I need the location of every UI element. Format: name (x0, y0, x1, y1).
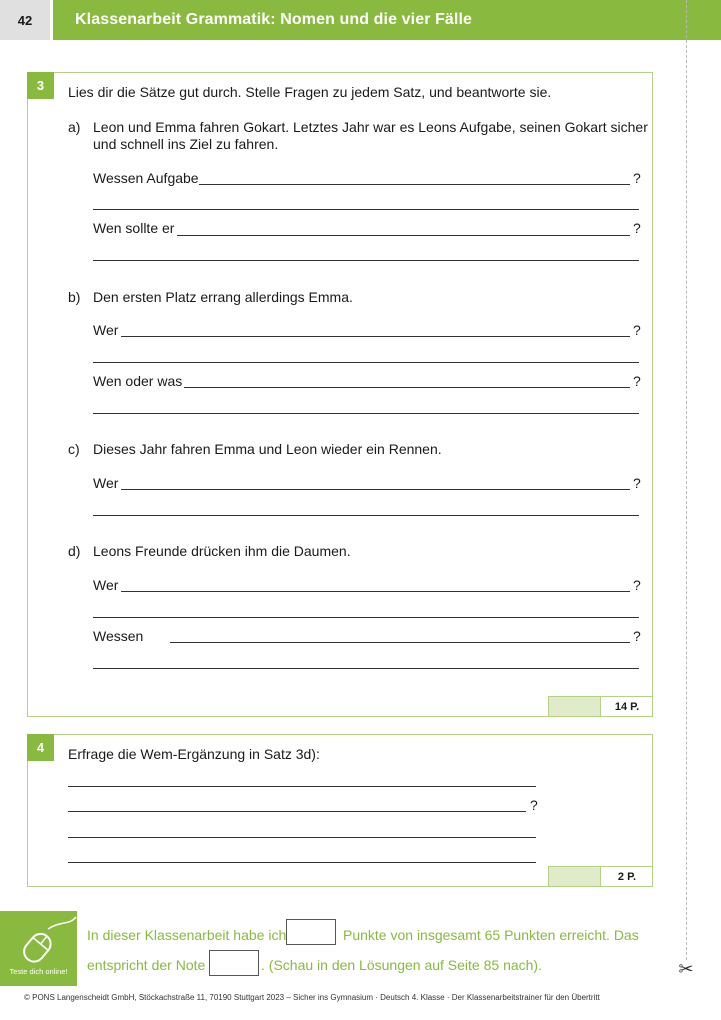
task-3a-answer-1-input[interactable] (93, 209, 639, 210)
task-3d-question-1-input[interactable] (121, 591, 630, 592)
task-3b-answer-2-input[interactable] (93, 413, 639, 414)
task-3c-question-1-input[interactable] (121, 489, 630, 490)
question-mark: ? (530, 797, 538, 813)
score-text-part2: Punkte von insgesamt 65 Punkten erreicht. Das (343, 927, 639, 943)
question-mark: ? (633, 373, 641, 389)
task-3-points-box (548, 696, 653, 716)
page-title-text: Klassenarbeit Grammatik: Nomen und die vier Fälle (75, 11, 473, 28)
task-3d-question-1-label: Wer (93, 577, 119, 593)
task-3b-question-2-label: Wen oder was (93, 373, 183, 389)
mouse-icon (0, 911, 77, 966)
task-3b-letter: b) (68, 289, 81, 305)
question-mark: ? (633, 170, 641, 186)
task-4-points-box (548, 866, 653, 886)
task-3c-answer-1-input[interactable] (93, 515, 639, 516)
task-3d-answer-1-input[interactable] (93, 617, 639, 618)
task-3-box (27, 72, 653, 717)
task-3d-question-2-input[interactable] (170, 642, 630, 643)
task-3a-question-2-label: Wen sollte er (93, 220, 175, 236)
task-3d-sentence: Leons Freunde drücken ihm die Daumen. (93, 543, 351, 559)
score-text-part4: . (Schau in den Lösungen auf Seite 85 nach). (261, 957, 542, 973)
task-3b-question-1-input[interactable] (121, 336, 630, 337)
task-4-answer-line-3[interactable] (68, 837, 536, 838)
page-number: 42 (0, 0, 50, 40)
task-3a-letter: a) (68, 119, 81, 135)
question-mark: ? (633, 475, 641, 491)
task-3-instruction: Lies dir die Sätze gut durch. Stelle Fragen zu jedem Satz, und beantworte sie. (68, 84, 552, 100)
task-4-answer-line-1[interactable] (68, 786, 536, 787)
points-fill (549, 867, 601, 886)
points-score-input[interactable] (286, 919, 336, 945)
task-3c-sentence: Dieses Jahr fahren Emma und Leon wieder ein Rennen. (93, 441, 442, 457)
online-test-label: Teste dich online! (9, 967, 68, 976)
page-title (53, 0, 721, 40)
task-4-answer-line-4[interactable] (68, 862, 536, 863)
task-3b-question-2-input[interactable] (184, 387, 630, 388)
task-3a-question-1-label: Wessen Aufgabe (93, 170, 199, 186)
task-3-points-label: 14 P. (614, 700, 640, 713)
cut-line (686, 0, 687, 960)
task-3a-answer-2-input[interactable] (93, 260, 639, 261)
task-3a-question-1-input[interactable] (199, 184, 630, 185)
task-4-instruction: Erfrage die Wem-Ergänzung in Satz 3d): (68, 746, 320, 762)
task-3a-sentence-line1: Leon und Emma fahren Gokart. Letztes Jahr war es Leons Aufgabe, seinen Gokart sicher (93, 119, 648, 135)
task-3d-answer-2-input[interactable] (93, 668, 639, 669)
question-mark: ? (633, 220, 641, 236)
grade-input[interactable] (209, 950, 259, 976)
question-mark: ? (633, 577, 641, 593)
question-mark: ? (633, 322, 641, 338)
score-text-part3: entspricht der Note (87, 957, 206, 973)
task-3-number: 3 (27, 72, 54, 99)
task-3c-letter: c) (68, 441, 80, 457)
copyright-footer: © PONS Langenscheidt GmbH, Stöckachstraße 11, 70190 Stuttgart 2023 – Sicher ins Gymnasium · Deutsch 4. Klasse · Der Klassenarbeitstrainer für den Übertritt (24, 993, 600, 1002)
question-mark: ? (633, 628, 641, 644)
task-3b-question-1-label: Wer (93, 322, 119, 338)
task-3a-sentence-line2: und schnell ins Ziel zu fahren. (93, 136, 279, 152)
task-3d-letter: d) (68, 543, 81, 559)
task-3a-question-2-input[interactable] (177, 235, 630, 236)
task-3b-answer-1-input[interactable] (93, 362, 639, 363)
score-text-part1: In dieser Klassenarbeit habe ich (87, 927, 287, 943)
points-fill (549, 697, 601, 716)
task-3b-sentence: Den ersten Platz errang allerdings Emma. (93, 289, 353, 305)
online-test-button[interactable] (0, 911, 77, 986)
task-4-number: 4 (27, 734, 54, 761)
task-4-points-label: 2 P. (617, 870, 637, 883)
scissors-icon: ✂ (678, 959, 694, 979)
task-4-answer-line-2[interactable] (68, 811, 526, 812)
task-3c-question-1-label: Wer (93, 475, 119, 491)
task-3d-question-2-label: Wessen (93, 628, 144, 644)
